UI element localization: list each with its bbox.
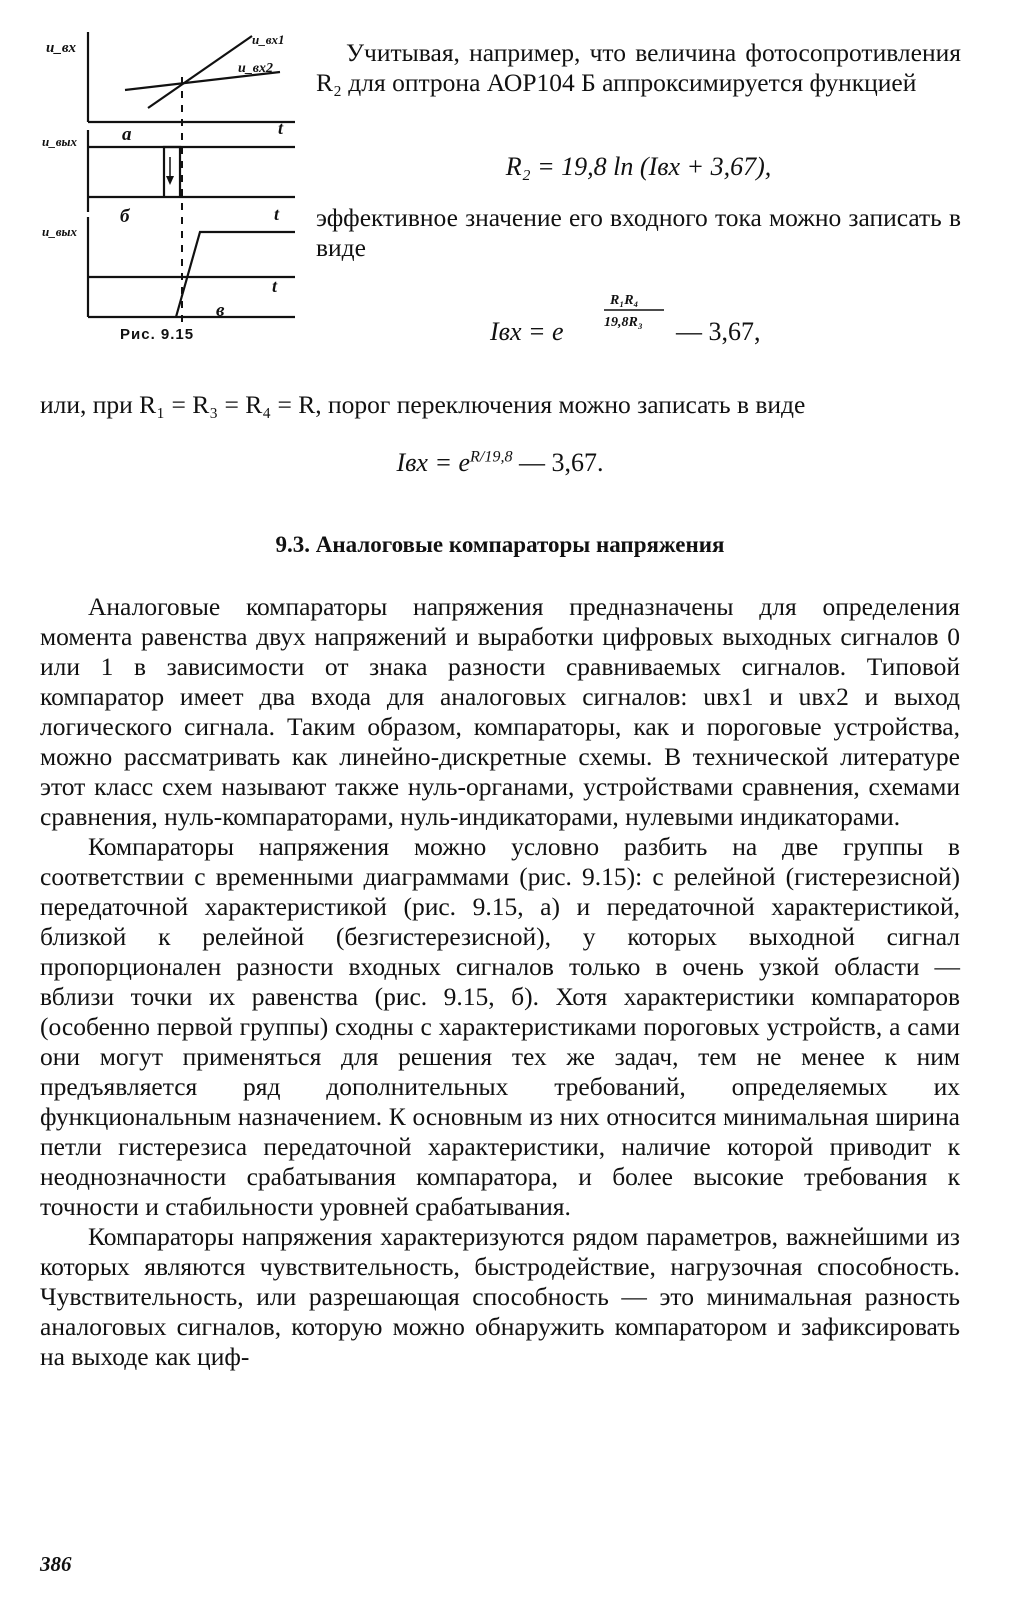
intro-paragraph xyxy=(316,38,961,98)
figure-caption: Рис. 9.15 xyxy=(120,326,195,343)
threshold-text: или, при R₁ = R₃ = R₄ = R, порог переключения можно записать в виде xyxy=(40,390,806,419)
section-body xyxy=(40,592,960,1372)
label-a: а xyxy=(122,124,132,145)
label-u-in1: u_вх1 xyxy=(252,32,285,47)
formula3-tail: — 3,67. xyxy=(519,448,604,477)
threshold-paragraph xyxy=(40,390,960,420)
arrow-down-head xyxy=(166,176,174,185)
line-u-in1 xyxy=(148,36,252,108)
label-u-in: u_вх xyxy=(46,40,77,56)
body-paragraph-3: Компараторы напряжения характеризуются рядом параметров, важнейшими из которых являются чувствительность, быстродействие, нагрузочная способность. Чувствительность, или разрешающая способность — это минимальная разность аналоговых сигналов, которую можно обнаружить компаратором и зафиксировать на выходе как циф- xyxy=(40,1222,960,1371)
label-u-out-b: u_вых xyxy=(42,224,78,239)
label-v: в xyxy=(216,300,225,321)
output-c xyxy=(176,232,295,317)
formula3-base: Iвх = e xyxy=(396,448,471,477)
formula2-tail: — 3,67, xyxy=(676,317,761,346)
formula3-exp: R/19,8 xyxy=(470,448,513,466)
intro-paragraph-2 xyxy=(316,203,961,263)
formula-iin-svg xyxy=(486,290,886,350)
page-number: 386 xyxy=(40,1552,72,1576)
figure-9-15 xyxy=(30,22,315,352)
label-t3: t xyxy=(272,276,278,296)
label-t2: t xyxy=(274,204,280,224)
formula2-exp-den: 19,8R₃ xyxy=(604,315,643,330)
pulse-b xyxy=(164,147,180,197)
formula-r2 xyxy=(316,152,961,182)
body-paragraph-2: Компараторы напряжения можно условно разбить на две группы в соответствии с временными диаграммами (рис. 9.15): с релейной (гистерезисной) передаточной характеристикой (рис. 9.15, а) и передаточной характеристикой, близкой к релейной (безгистерезисной), у которых выходной сигнал пропорционален разности входных сигналов только в очень узкой области — вблизи точки их равенства (рис. 9.15, б). Хотя характеристики компараторов (особенно первой группы) сходны с характеристиками пороговых устройств, а сами они могут применяться для решения тех же задач, тем не менее к ним предъявляется ряд дополнительных требований, определяемых их функциональным назначением. К основным из них относится минимальная ширина петли гистерезиса передаточной характеристики, наличие которой приводит к неоднозначности срабатывания компаратора, и более высокие требования к точности и стабильности уровней срабатывания. xyxy=(40,832,960,1221)
label-t1: t xyxy=(278,118,284,138)
formula-iin-2 xyxy=(40,448,960,478)
formula2-exp-num: R₁R₄ xyxy=(610,293,639,308)
timing-diagram xyxy=(30,22,315,352)
section-title: 9.3. Аналоговые компараторы напряжения xyxy=(275,532,725,557)
label-u-out-a: u_вых xyxy=(42,134,78,149)
formula-r2-text: R₂ = 19,8 ln (Iвх + 3,67), xyxy=(505,152,772,181)
formula-iin xyxy=(486,290,886,350)
intro-text-2: эффективное значение его входного тока можно записать в виде xyxy=(316,203,961,262)
formula2-base: Iвх = e xyxy=(490,317,564,346)
intro-text-1: Учитывая, например, что величина фотосопротивления R₂ для оптрона АОР104 Б аппроксимируется функцией xyxy=(316,38,961,97)
label-u-in2: u_вх2 xyxy=(238,61,274,76)
body-paragraph-1: Аналоговые компараторы напряжения предназначены для определения момента равенства двух напряжений и выработки цифровых выходных сигналов 0 или 1 в зависимости от знака разности сравниваемых сигналов. Типовой компаратор имеет два входа для аналоговых сигналов: uвх1 и uвх2 и выход логического сигнала. Таким образом, компараторы, как и пороговые устройства, можно рассматривать как линейно-дискретные схемы. В технической литературе этот класс схем называют также нуль-органами, устройствами сравнения, схемами сравнения, нуль-компараторами, нуль-индикаторами, нулевыми индикаторами. xyxy=(40,592,960,831)
label-b: б xyxy=(120,206,130,227)
